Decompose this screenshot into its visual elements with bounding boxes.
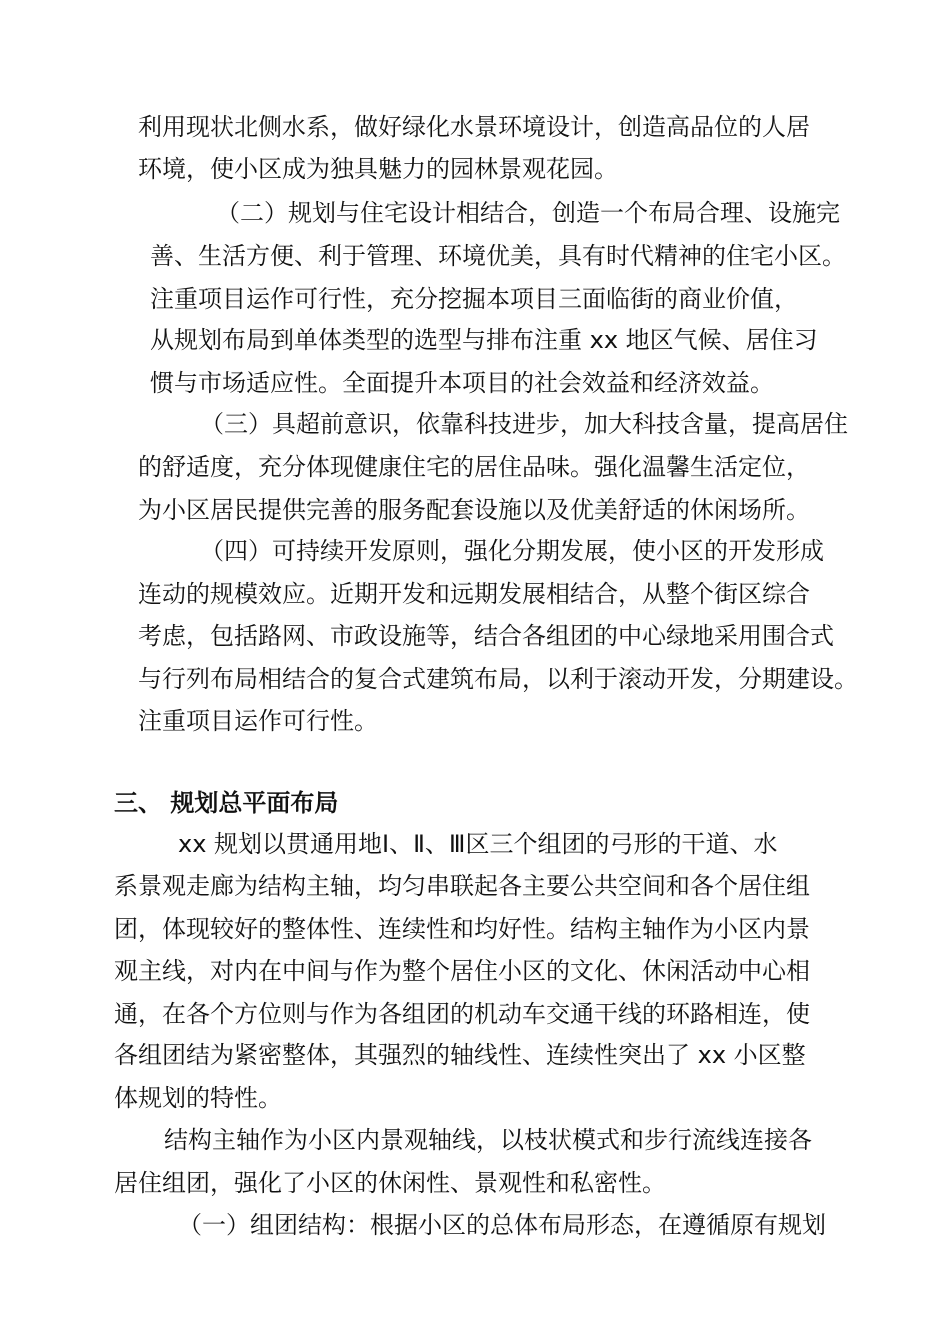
text-line: 考虑，包括路网、市政设施等，结合各组团的中心绿地采用围合式 xyxy=(138,622,834,650)
text-line: 连动的规模效应。近期开发和远期发展相结合，从整个街区综合 xyxy=(138,580,810,608)
text-line: （四）可持续开发原则，强化分期发展，使小区的开发形成 xyxy=(200,537,824,565)
text-line: 利用现状北侧水系，做好绿化水景环境设计，创造高品位的人居 xyxy=(138,113,810,141)
text-line: （一）组团结构：根据小区的总体布局形态，在遵循原有规划 xyxy=(178,1211,826,1239)
text-line: （二）规划与住宅设计相结合，创造一个布局合理、设施完 xyxy=(216,199,840,227)
text-line: 与行列布局相结合的复合式建筑布局，以利于滚动开发，分期建设。 xyxy=(138,665,858,693)
text-line: 体规划的特性。 xyxy=(114,1084,282,1112)
text-line: 系景观走廊为结构主轴，均匀串联起各主要公共空间和各个居住组 xyxy=(114,872,810,900)
text-line: 的舒适度，充分体现健康住宅的居住品味。强化温馨生活定位， xyxy=(138,453,810,481)
text-line: 从规划布局到单体类型的选型与排布注重 xx 地区气候、居住习 xyxy=(150,326,818,354)
text-line: 注重项目运作可行性。 xyxy=(138,707,378,735)
text-line: 惯与市场适应性。全面提升本项目的社会效益和经济效益。 xyxy=(150,369,774,397)
text-line: 居住组团，强化了小区的休闲性、景观性和私密性。 xyxy=(114,1169,666,1197)
text-line: xx 规划以贯通用地Ⅰ、Ⅱ、Ⅲ区三个组团的弓形的干道、水 xyxy=(178,830,778,858)
text-line: 各组团结为紧密整体，其强烈的轴线性、连续性突出了 xx 小区整 xyxy=(114,1041,806,1069)
text-line: 为小区居民提供完善的服务配套设施以及优美舒适的休闲场所。 xyxy=(138,496,810,524)
section-heading: 三、 规划总平面布局 xyxy=(114,789,339,817)
text-line: 通，在各个方位则与作为各组团的机动车交通干线的环路相连，使 xyxy=(114,1000,810,1028)
text-line: 环境，使小区成为独具魅力的园林景观花园。 xyxy=(138,155,618,183)
text-line: 团，体现较好的整体性、连续性和均好性。结构主轴作为小区内景 xyxy=(114,915,810,943)
text-line: 注重项目运作可行性，充分挖掘本项目三面临街的商业价值， xyxy=(150,285,798,313)
text-line: （三）具超前意识，依靠科技进步，加大科技含量，提高居住 xyxy=(200,410,848,438)
text-line: 结构主轴作为小区内景观轴线，以枝状模式和步行流线连接各 xyxy=(164,1126,812,1154)
text-line: 观主线，对内在中间与作为整个居住小区的文化、休闲活动中心相 xyxy=(114,957,810,985)
text-line: 善、生活方便、利于管理、环境优美，具有时代精神的住宅小区。 xyxy=(150,242,846,270)
